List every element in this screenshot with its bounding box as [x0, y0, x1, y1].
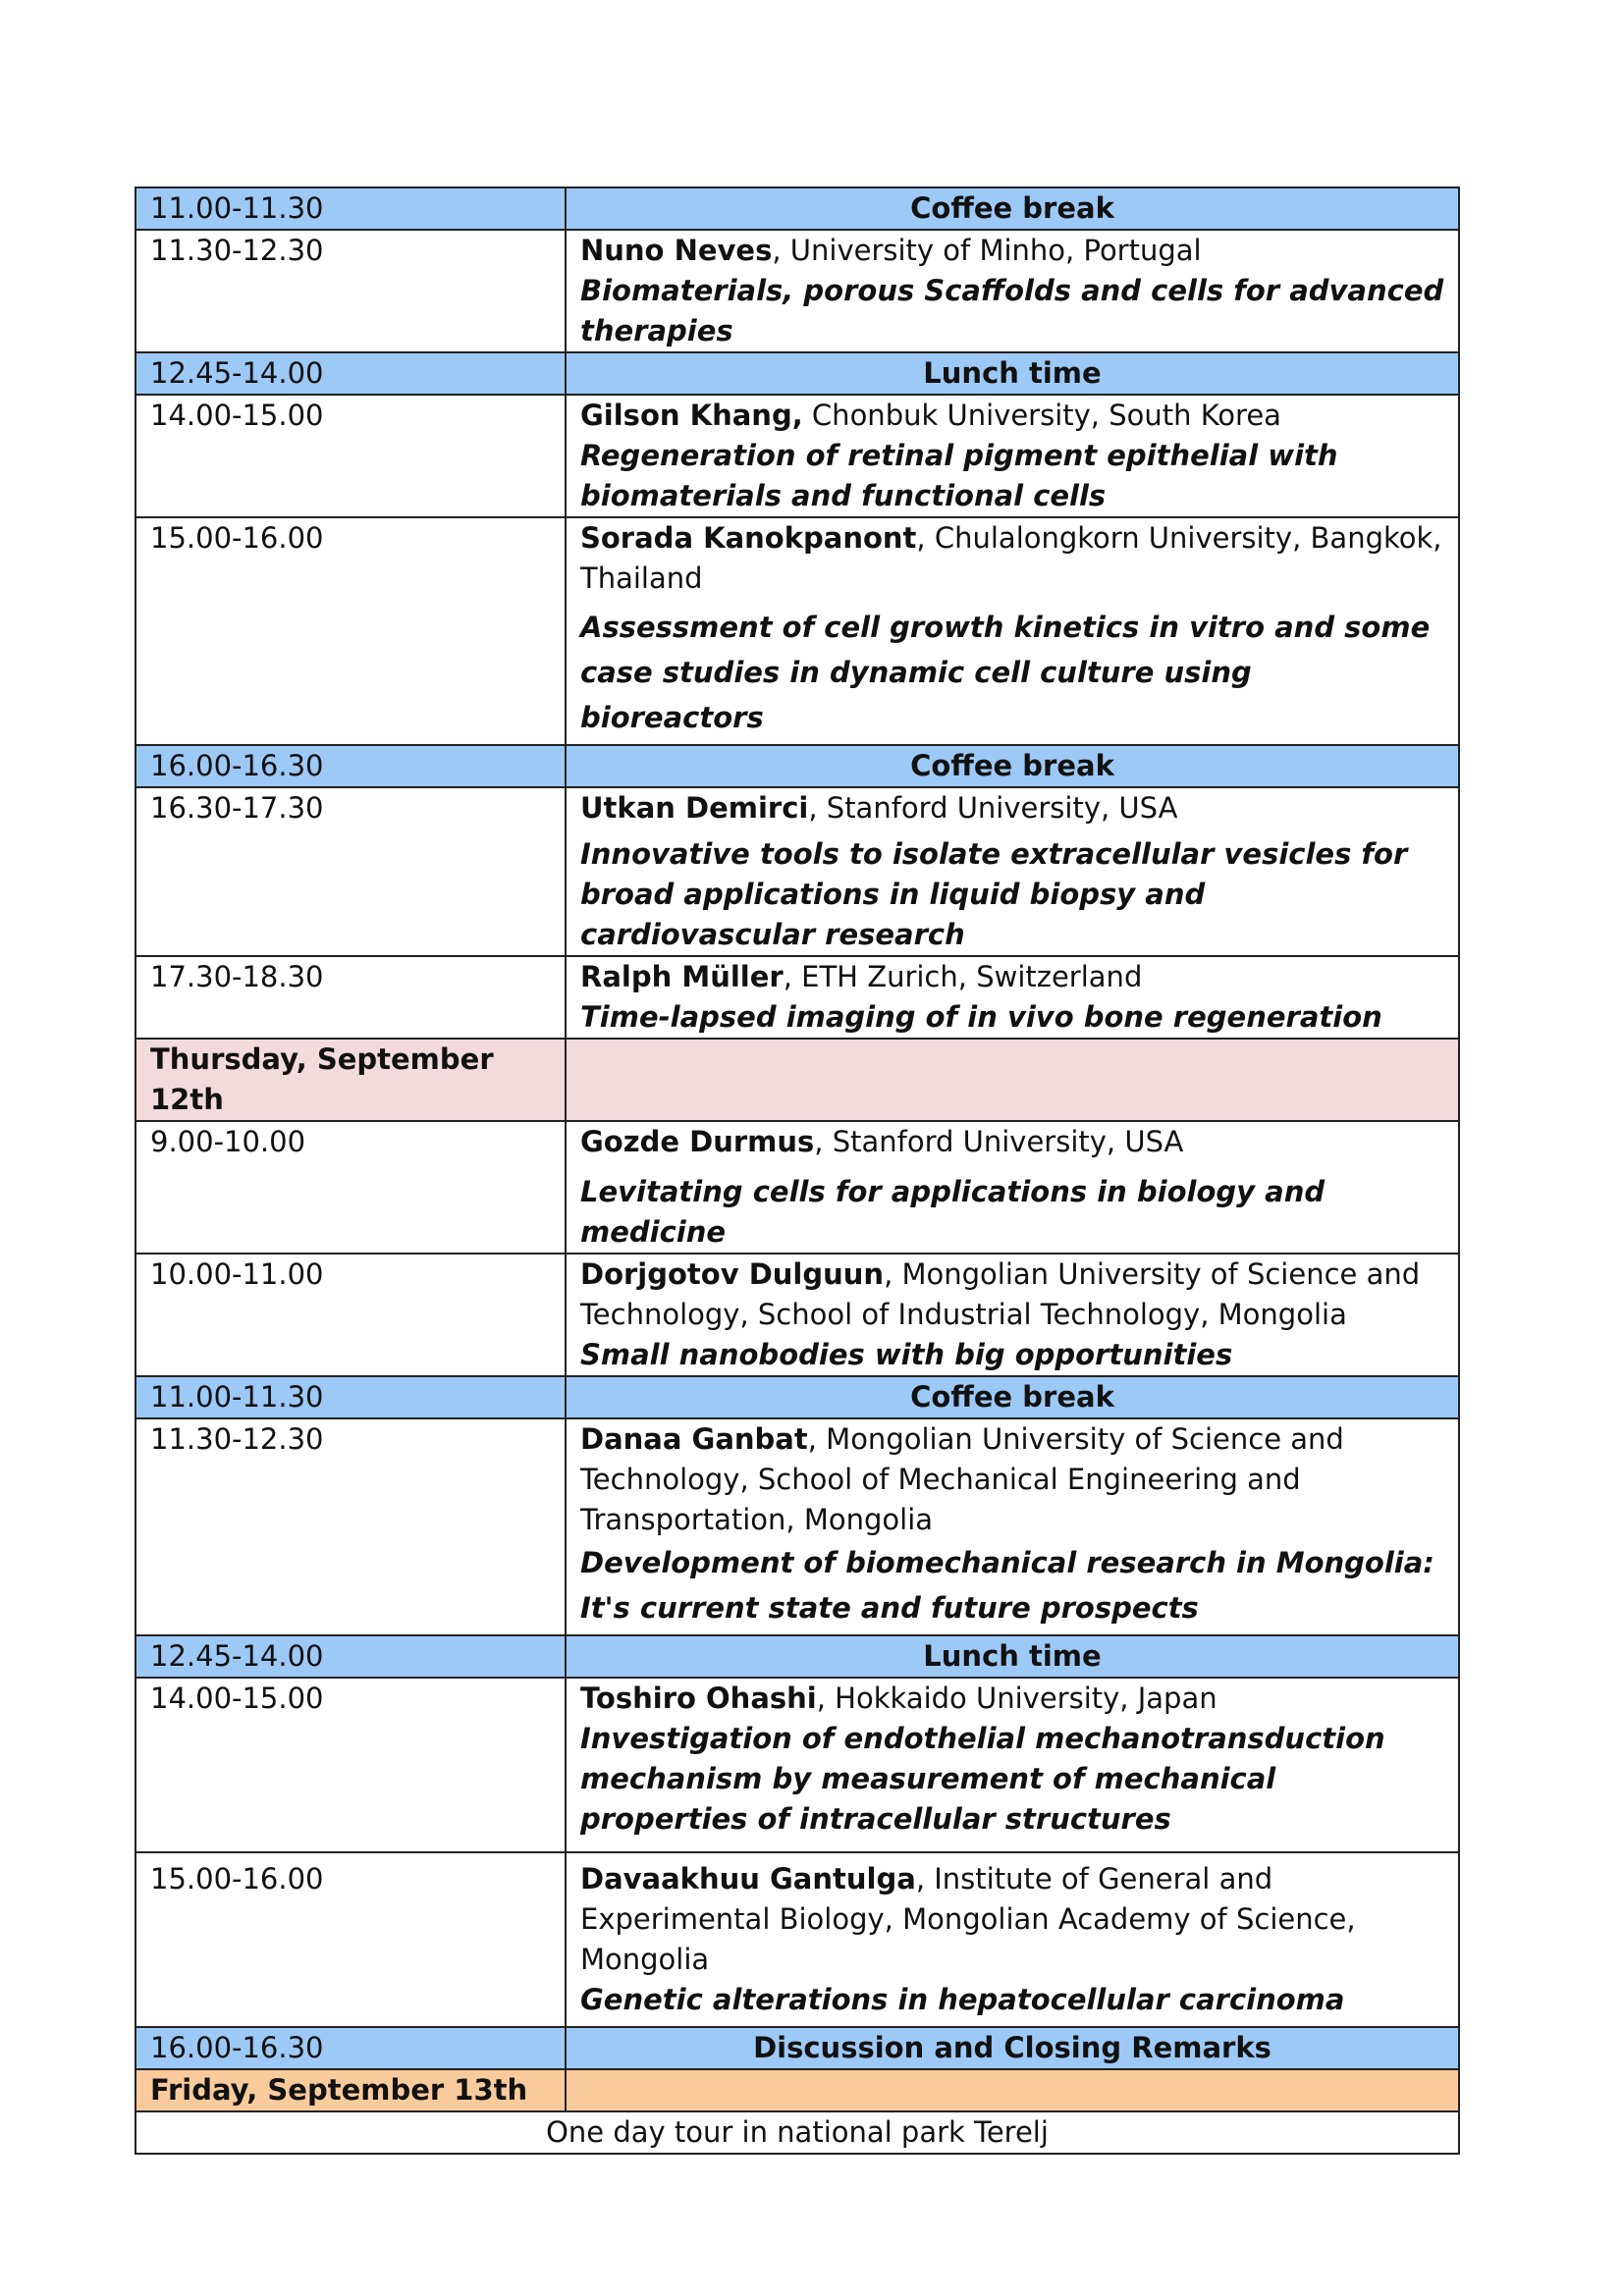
break-row [135, 1635, 1459, 1678]
break-row [135, 352, 1459, 395]
day-label: Thursday, September 12th [135, 1039, 566, 1121]
talk-details [566, 1852, 1459, 2027]
talk-row [135, 230, 1459, 352]
talk-details [566, 230, 1459, 352]
tour-label: One day tour in national park Terelj [135, 2111, 1459, 2154]
day-header-empty [566, 2069, 1459, 2111]
speaker-name: Danaa Ganbat [580, 1422, 808, 1456]
talk-title: Biomaterials, porous Scaffolds and cells for advanced therapies [580, 274, 1444, 347]
break-row [135, 2027, 1459, 2069]
time-slot: 14.00-15.00 [135, 395, 566, 517]
talk-row [135, 1418, 1459, 1635]
talk-details [566, 517, 1459, 745]
time-slot: 11.30-12.30 [135, 230, 566, 352]
talk-row [135, 1678, 1459, 1852]
time-slot: 15.00-16.00 [135, 1852, 566, 2027]
time-slot: 9.00-10.00 [135, 1121, 566, 1254]
speaker-name: Gozde Durmus [580, 1125, 815, 1158]
speaker-name: Ralph Müller [580, 960, 784, 993]
speaker-name: Sorada Kanokpanont [580, 521, 917, 555]
talk-row [135, 787, 1459, 956]
speaker-affiliation: , Stanford University, USA [814, 1125, 1184, 1158]
talk-details [566, 1418, 1459, 1635]
talk-row [135, 1254, 1459, 1376]
talk-details [566, 1121, 1459, 1254]
speaker-affiliation: , ETH Zurich, Switzerland [783, 960, 1143, 993]
speaker-name: Dorjgotov Dulguun [580, 1257, 885, 1291]
time-slot: 11.00-11.30 [135, 1376, 566, 1418]
time-slot: 15.00-16.00 [135, 517, 566, 745]
time-slot: 16.00-16.30 [135, 2027, 566, 2069]
speaker-affiliation: Chonbuk University, South Korea [802, 399, 1281, 432]
day-header-empty [566, 1039, 1459, 1121]
talk-details [566, 787, 1459, 956]
time-slot: 12.45-14.00 [135, 352, 566, 395]
talk-title: Investigation of endothelial mechanotransduction mechanism by measurement of mechanical properties of intracellular structures [580, 1722, 1385, 1836]
talk-title: Innovative tools to isolate extracellular vesicles for broad applications in liquid biopsy and cardiovascular research [580, 837, 1408, 951]
talk-row [135, 1852, 1459, 2027]
talk-title: Levitating cells for applications in biology and medicine [580, 1175, 1325, 1249]
talk-row [135, 395, 1459, 517]
day-header-row [135, 2069, 1459, 2111]
break-label: Coffee break [566, 1376, 1459, 1418]
speaker-name: Toshiro Ohashi [580, 1682, 817, 1715]
talk-title: Development of biomechanical research in Mongolia: It's current state and future prospects [580, 1546, 1434, 1625]
speaker-affiliation: , Chulalongkorn University, Bangkok, Thailand [580, 521, 1442, 595]
time-slot: 11.30-12.30 [135, 1418, 566, 1635]
break-label: Discussion and Closing Remarks [566, 2027, 1459, 2069]
time-slot: 16.30-17.30 [135, 787, 566, 956]
talk-title: Genetic alterations in hepatocellular carcinoma [580, 1983, 1345, 2016]
talk-row [135, 1121, 1459, 1254]
talk-details [566, 1678, 1459, 1852]
break-label: Lunch time [566, 1635, 1459, 1678]
day-label: Friday, September 13th [135, 2069, 566, 2111]
speaker-affiliation: , University of Minho, Portugal [772, 234, 1202, 267]
speaker-affiliation: , Stanford University, USA [808, 791, 1178, 825]
time-slot: 10.00-11.00 [135, 1254, 566, 1376]
time-slot: 16.00-16.30 [135, 745, 566, 787]
talk-title: Regeneration of retinal pigment epithelial with biomaterials and functional cells [580, 439, 1338, 512]
talk-title: Assessment of cell growth kinetics in vitro and some case studies in dynamic cell culture using bioreactors [580, 611, 1431, 734]
speaker-name: Davaakhuu Gantulga [580, 1862, 916, 1896]
time-slot: 14.00-15.00 [135, 1678, 566, 1852]
time-slot: 17.30-18.30 [135, 956, 566, 1039]
break-label: Lunch time [566, 352, 1459, 395]
speaker-affiliation: , Institute of General and Experimental Biology, Mongolian Academy of Science, Mongolia [580, 1862, 1356, 1976]
break-label: Coffee break [566, 745, 1459, 787]
time-slot: 12.45-14.00 [135, 1635, 566, 1678]
talk-details [566, 1254, 1459, 1376]
talk-details [566, 956, 1459, 1039]
tour-row [135, 2111, 1459, 2154]
break-label: Coffee break [566, 187, 1459, 230]
speaker-affiliation: , Hokkaido University, Japan [816, 1682, 1217, 1715]
schedule-table [135, 187, 1460, 2155]
speaker-name: Nuno Neves [580, 234, 773, 267]
talk-title: Small nanobodies with big opportunities [580, 1338, 1233, 1371]
talk-title: Time-lapsed imaging of in vivo bone regeneration [580, 1000, 1382, 1034]
speaker-affiliation: , Mongolian University of Science and Technology, School of Mechanical Engineering and Transportation, Mongolia [580, 1422, 1344, 1536]
break-row [135, 745, 1459, 787]
talk-row [135, 517, 1459, 745]
speaker-name: Utkan Demirci [580, 791, 809, 825]
talk-row [135, 956, 1459, 1039]
talk-details [566, 395, 1459, 517]
break-row [135, 187, 1459, 230]
speaker-affiliation: , Mongolian University of Science and Technology, School of Industrial Technology, Mongolia [580, 1257, 1421, 1331]
speaker-name: Gilson Khang, [580, 399, 803, 432]
break-row [135, 1376, 1459, 1418]
day-header-row [135, 1039, 1459, 1121]
time-slot: 11.00-11.30 [135, 187, 566, 230]
